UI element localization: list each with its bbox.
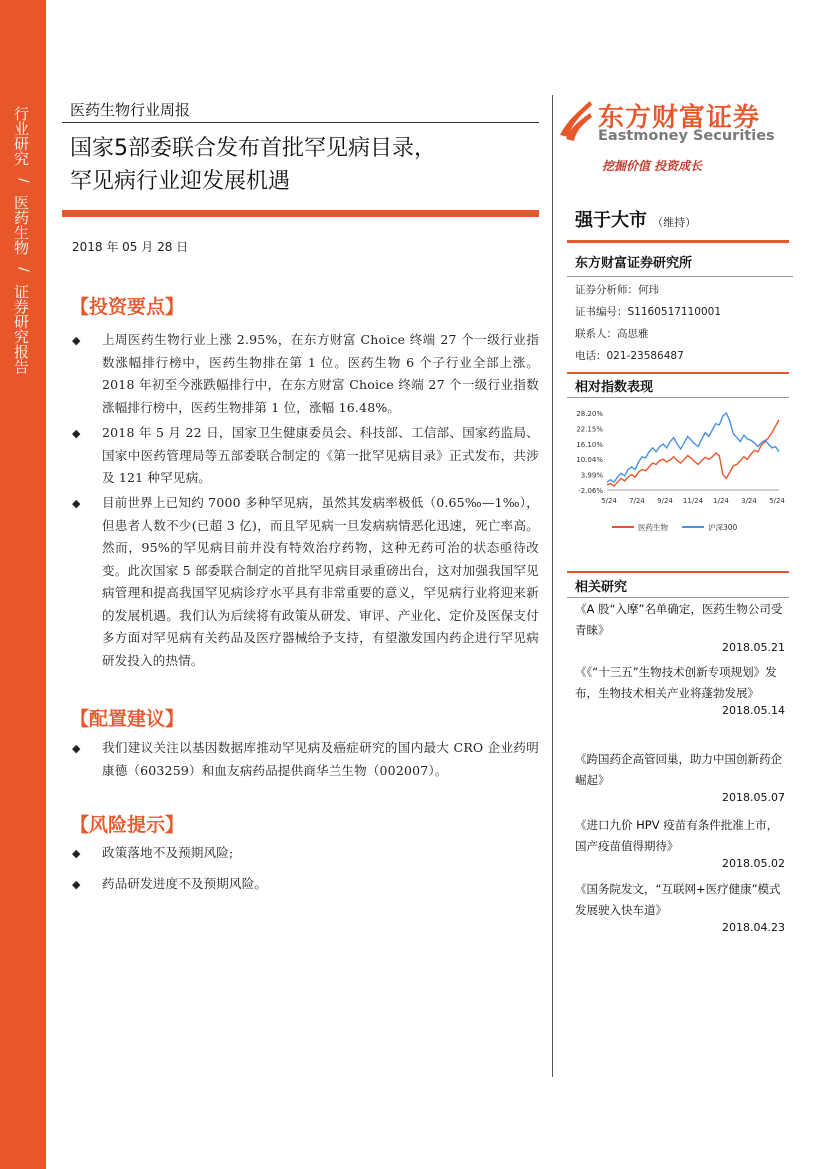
report-type: 医药生物行业周报 — [70, 101, 191, 119]
bullet-diamond-icon: ◆ — [72, 878, 81, 891]
sidebar-segment-3: 证券研究报告 — [12, 284, 30, 374]
analyst-line: 证券分析师：何玮 — [575, 284, 659, 296]
bullet-diamond-icon: ◆ — [72, 742, 81, 755]
x-tick-label: 5/24 — [769, 497, 785, 505]
bullet-diamond-icon: ◆ — [72, 334, 81, 347]
y-tick-label: 22.15% — [576, 425, 603, 434]
chart-heading: 相对指数表现 — [575, 380, 654, 395]
brand-name-en: Eastmoney Securities — [598, 128, 775, 144]
related-date: 2018.05.02 — [722, 857, 785, 870]
sidebar-segment-1: 行业研究 — [12, 106, 30, 166]
brand-logo-icon — [556, 95, 596, 143]
sidebar-segment-2: 医药生物 — [12, 195, 30, 255]
series-line-1 — [607, 420, 779, 486]
phone-line: 电话：021-23586487 — [575, 350, 684, 362]
institute-name: 东方财富证券研究所 — [575, 256, 693, 271]
sidebar-separator: / — [15, 178, 31, 183]
title-underline-bar — [62, 210, 539, 217]
y-tick-label: 16.10% — [576, 440, 603, 449]
y-tick-label: 3.99% — [580, 471, 603, 480]
legend-label: 医药生物 — [638, 523, 668, 532]
y-tick-label: 28.20% — [576, 410, 603, 418]
risk-heading: 【风险提示】 — [70, 814, 185, 836]
bullet-diamond-icon: ◆ — [72, 847, 81, 860]
x-tick-label: 7/24 — [629, 497, 645, 505]
related-title: 《进口九价 HPV 疫苗有条件批准上市，国产疫苗值得期待》 — [575, 818, 779, 853]
title-line-2: 罕见病行业迎发展机遇 — [70, 169, 291, 194]
brand-name-cn: 东方财富证券 — [598, 103, 761, 133]
y-tick-label: 10.04% — [576, 456, 603, 465]
rating-sub: （维持） — [652, 216, 697, 229]
bullet-diamond-icon: ◆ — [72, 427, 81, 440]
related-date: 2018.05.07 — [722, 791, 785, 804]
related-title: 《国务院发文，“互联网+医疗健康”模式发展驶入快车道》 — [575, 882, 781, 917]
cert-line: 证书编号：S1160517110001 — [575, 306, 722, 318]
sidebar-text — [12, 106, 34, 374]
related-date: 2018.05.21 — [722, 641, 785, 654]
x-tick-label: 11/24 — [682, 497, 704, 505]
related-date: 2018.04.23 — [722, 921, 785, 934]
bullet-text: 2018 年 5 月 22 日，国家卫生健康委员会、科技部、工信部、国家药监局、国家中医药管理局等五部委联合制定的《第一批罕见病目录》正式发布，共涉及 121 种罕见病。 — [102, 425, 539, 485]
series-line-2 — [607, 413, 779, 482]
related-item — [575, 749, 785, 804]
chart-top-rule — [567, 372, 789, 374]
related-item — [575, 879, 785, 934]
related-title: 《《“十三五”生物技术创新专项规划》发布，生物技术相关产业将蓬勃发展》 — [575, 665, 777, 700]
institute-block — [575, 252, 785, 367]
x-tick-label: 9/24 — [657, 497, 673, 505]
chart-heading-rule — [567, 397, 789, 398]
relative-index-chart — [567, 405, 789, 540]
bullet-text: 目前世界上已知约 7000 多种罕见病，虽然其发病率极低（0.65‰—1‰），但患者人数不少(已超 3 亿)，而且罕见病一旦发病病情恶化迅速，死亡率高。然而，95%的罕见病目前并没有特效治疗药物，这种无药可治的状态亟待改变。此次国家 5 部委联合制定的首批罕见病目录重磅出台，这对加强我国罕见病管理和提高我国罕见病诊疗水平具有非常重要的意义，罕见病行业将迎来新的发展机遇。我们认为后续将有政策从研发、审评、产业化、定价及医保支付多方面对罕见病有关药品及医疗器械给予支持，有望激发国内药企进行罕见病研发投入的热情。 — [102, 495, 539, 668]
related-item — [575, 662, 785, 717]
x-tick-label: 3/24 — [741, 497, 757, 505]
sidebar-band — [0, 0, 46, 1169]
related-heading-rule — [567, 597, 789, 598]
rating-block — [575, 206, 785, 232]
rating-label: 强于大市 — [575, 210, 647, 231]
column-divider — [552, 95, 553, 1077]
page-title — [70, 132, 436, 198]
related-item — [575, 599, 785, 654]
related-title: 《跨国药企高管回巢，助力中国创新药企崛起》 — [575, 752, 782, 787]
header-rule — [62, 122, 539, 123]
brand-slogan: 挖掘价值 投资成长 — [602, 159, 703, 173]
bullet-text: 上周医药生物行业上涨 2.95%，在东方财富 Choice 终端 27 个一级行业指数涨幅排行榜中，医药生物排在第 1 位。医药生物 6 个子行业全部上涨。2018 年初至今涨跌幅排行中，在东方财富 Choice 终端 27 个一级行业指数涨幅排行榜中，医药生物排第 1 位，涨幅 16.48%。 — [102, 332, 539, 415]
config-heading: 【配置建议】 — [70, 708, 185, 730]
related-top-rule — [567, 571, 789, 573]
bullet-text: 政策落地不及预期风险; — [102, 845, 234, 860]
sidebar-separator: / — [15, 267, 31, 272]
bullet-text: 药品研发进度不及预期风险。 — [102, 876, 268, 891]
contact-line: 联系人：高思雅 — [575, 328, 649, 340]
legend-label: 沪深300 — [708, 523, 738, 532]
y-tick-label: -2.06% — [578, 487, 603, 495]
title-line-1: 国家5部委联合发布首批罕见病目录， — [70, 136, 436, 161]
related-heading: 相关研究 — [575, 580, 628, 595]
bullet-text: 我们建议关注以基因数据库推动罕见病及癌症研究的国内最大 CRO 企业药明康德（603259）和血友病药品提供商华兰生物（002007）。 — [102, 740, 539, 778]
bullet-diamond-icon: ◆ — [72, 497, 81, 510]
related-item — [575, 815, 785, 870]
related-date: 2018.05.14 — [722, 704, 785, 717]
rating-rule — [567, 240, 789, 243]
invest-heading: 【投资要点】 — [70, 296, 185, 318]
report-date: 2018 年 05 月 28 日 — [72, 240, 189, 254]
x-tick-label: 1/24 — [713, 497, 729, 505]
x-tick-label: 5/24 — [601, 497, 617, 505]
related-title: 《A 股“入摩”名单确定，医药生物公司受青睐》 — [575, 602, 783, 637]
